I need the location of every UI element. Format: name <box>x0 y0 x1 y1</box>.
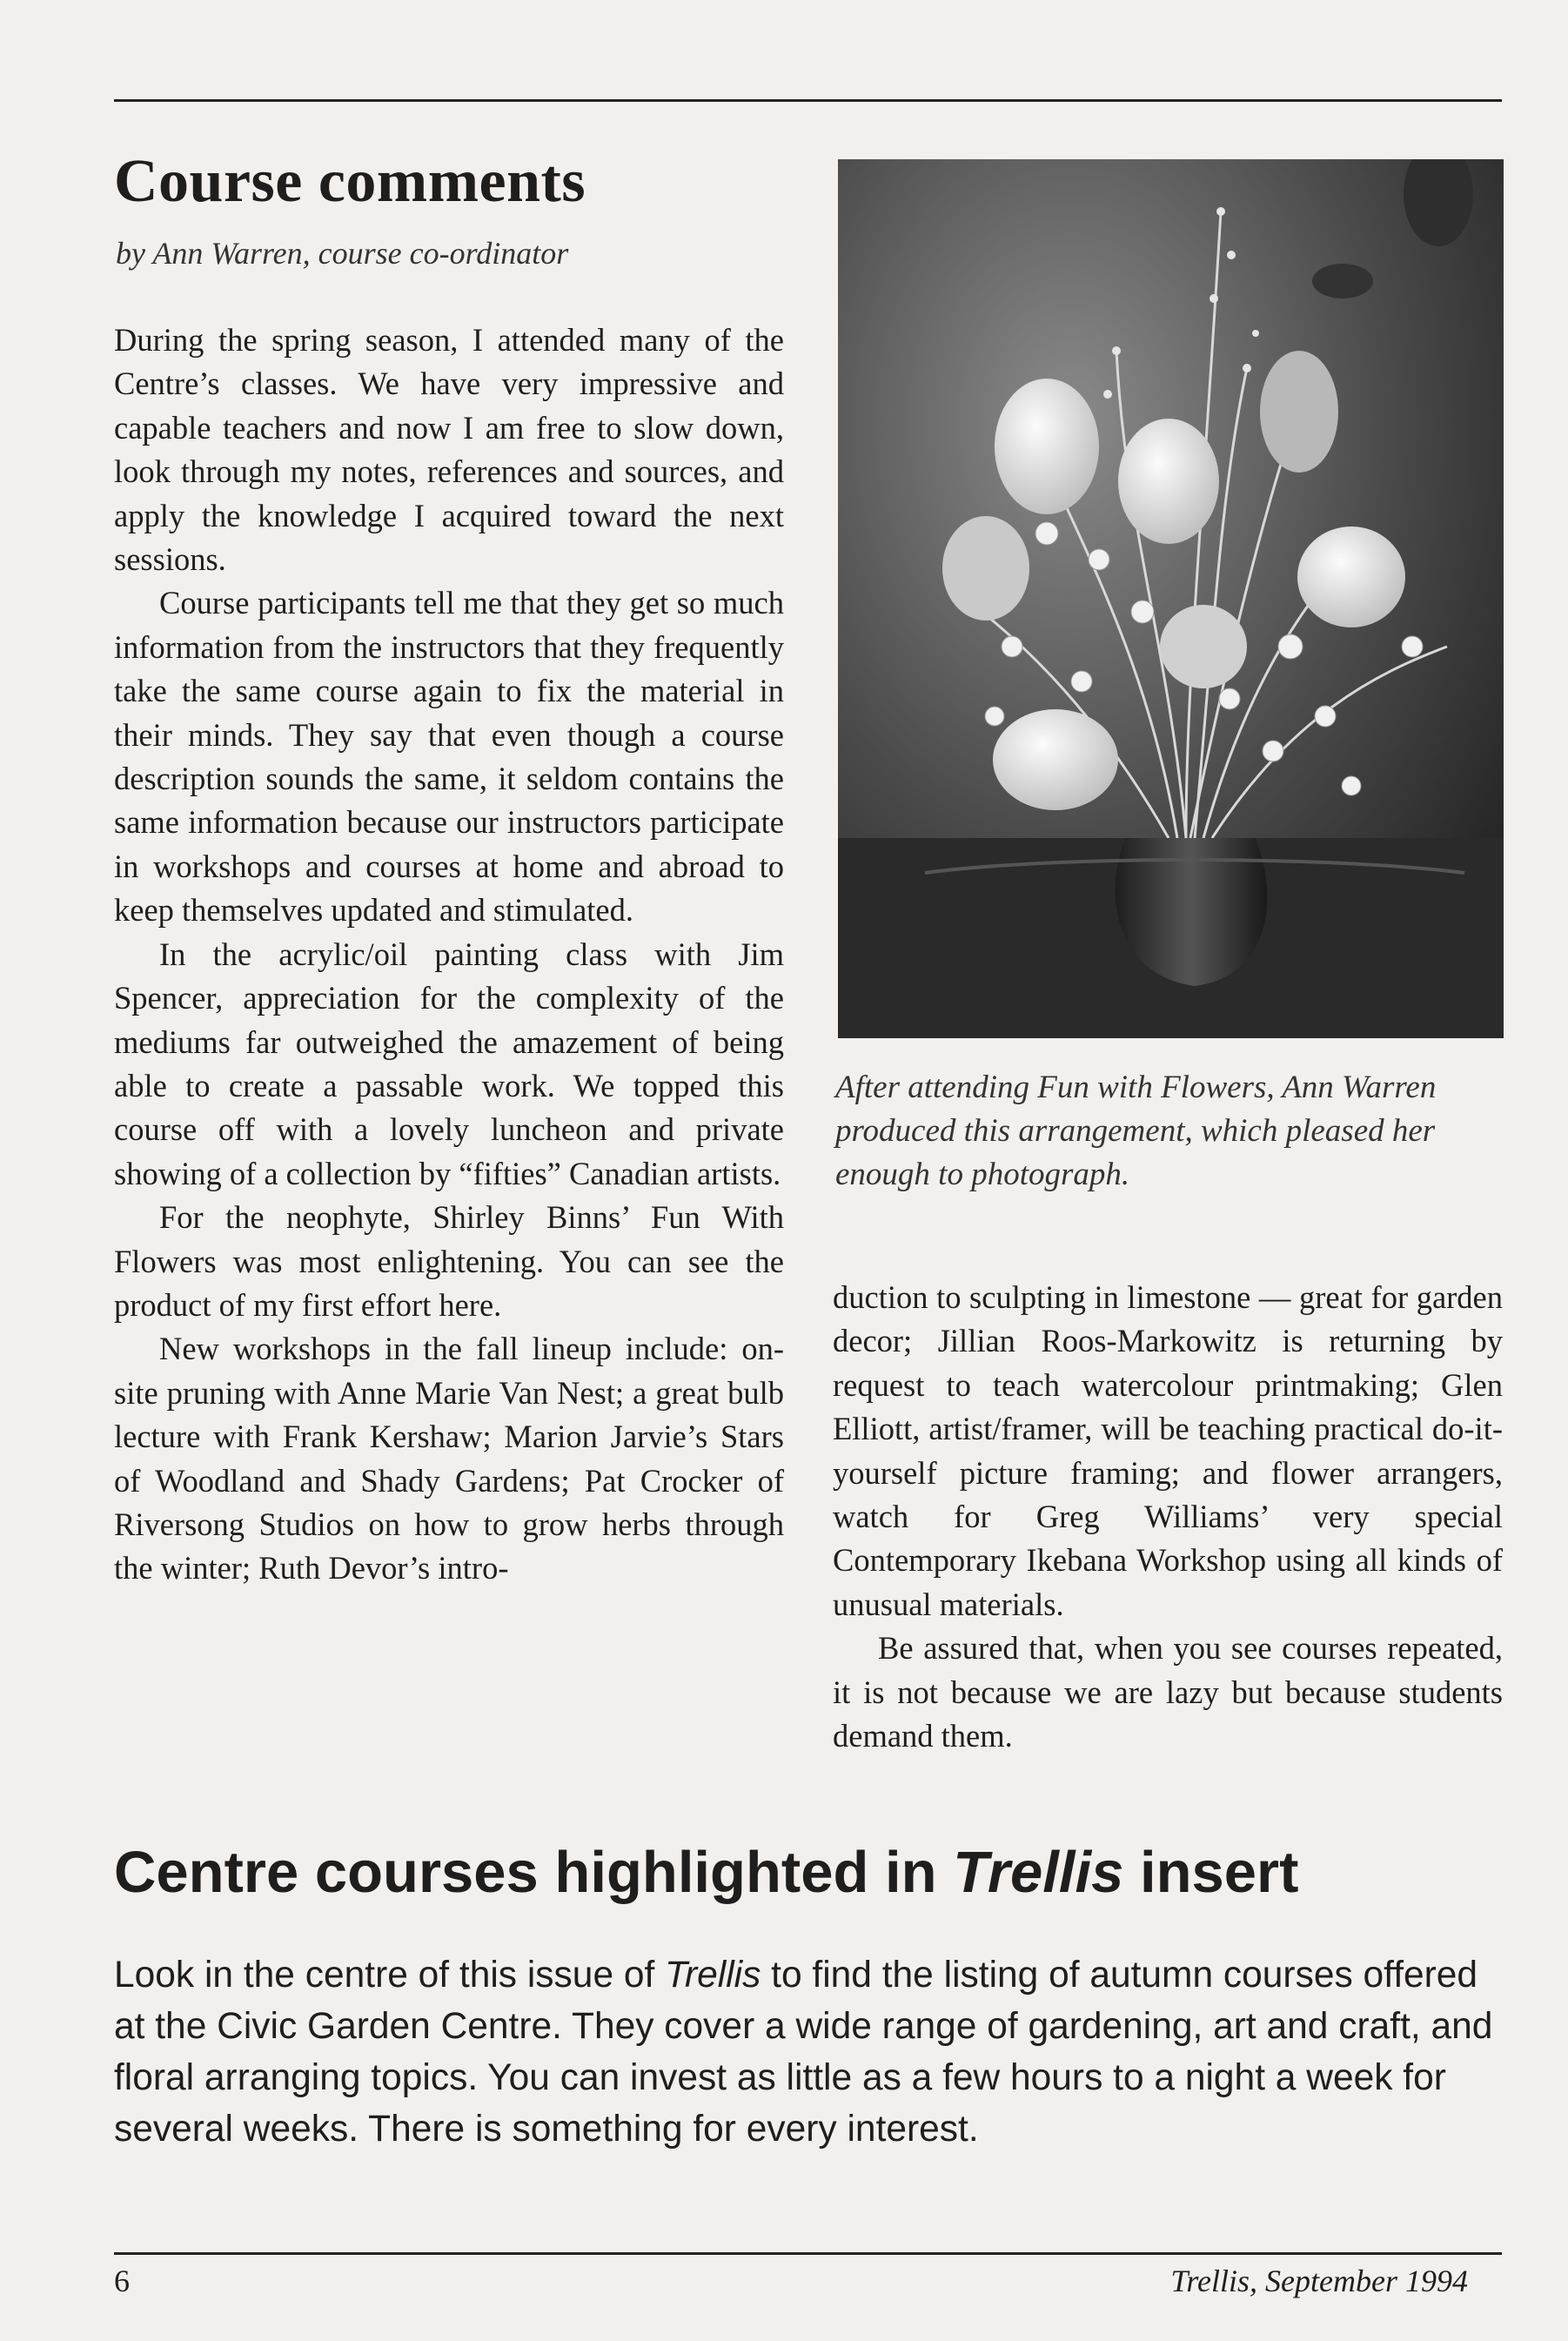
publication-footer: Trellis, September 1994 <box>1170 2264 1468 2298</box>
page-number: 6 <box>114 2264 130 2298</box>
article-paragraph: New workshops in the fall lineup include: on-site pruning with Anne Marie Van Nest; a great bulb lecture with Frank Kershaw; Marion Jarvie’s Stars of Woodland and Shady Gardens; Pat Crocker of Riversong Studios on how to grow herbs through the winter; Ruth Devor’s intro- <box>114 1331 784 1586</box>
top-rule <box>114 99 1502 102</box>
bottom-rule <box>114 2252 1502 2255</box>
article-paragraph: Course participants tell me that they get so much information from the instructors that they frequently take the same course again to fix the material in their minds. They say that even though a course description sounds the same, it seldom contains the same information because our instructors participate in workshops and courses at home and abroad to keep themselves updated and stimulated. <box>114 585 784 929</box>
publication-name: Trellis <box>953 1840 1124 1905</box>
section-body: Look in the centre of this issue of Trellis to find the listing of autumn courses offered at the Civic Garden Centre. They cover a wide range of gardening, art and craft, and floral arranging topics. You can invest as little as a few hours to a night a week for several weeks. There is something for every interest. <box>114 1955 1493 2150</box>
flower-arrangement-image <box>838 159 1504 1038</box>
article-title: Course comments <box>114 148 586 215</box>
article-byline: by Ann Warren, course co-ordinator <box>116 236 569 271</box>
photo-caption: After attending Fun with Flowers, Ann Warren produced this arrangement, which pleased her enough to photograph. <box>835 1070 1437 1192</box>
publication-name: Trellis <box>665 1955 761 1996</box>
article-paragraph: In the acrylic/oil painting class with Jim Spencer, appreciation for the complexity of the mediums far outweighed the amazement of being able to create a passable work. We topped this course off with a lovely luncheon and private showing of a collection by “fifties” Canadian artists. <box>114 936 784 1191</box>
article-paragraph: duction to sculpting in limestone — great for garden decor; Jillian Roos-Markowitz is returning by request to teach watercolour printmaking; Glen Elliott, artist/framer, will be teaching practical do-it-yourself picture framing; and flower arrangers, watch for Greg Williams’ very special Contemporary Ikebana Workshop using all kinds of unusual materials. <box>833 1279 1503 1622</box>
article-column-right <box>833 1276 1503 1758</box>
article-column-left <box>114 319 784 1591</box>
article-paragraph: Be assured that, when you see courses repeated, it is not because we are lazy but because students demand them. <box>833 1630 1503 1754</box>
article-paragraph: For the neophyte, Shirley Binns’ Fun With Flowers was most enlightening. You can see the product of my first effort here. <box>114 1199 784 1323</box>
section-title: Centre courses highlighted in Trellis insert <box>114 1840 1299 1905</box>
article-paragraph: During the spring season, I attended many of the Centre’s classes. We have very impressive and capable teachers and now I am free to slow down, look through my notes, references and sources, and apply the knowledge I acquired toward the next sessions. <box>114 322 784 578</box>
flower-arrangement-photo <box>838 159 1504 1038</box>
